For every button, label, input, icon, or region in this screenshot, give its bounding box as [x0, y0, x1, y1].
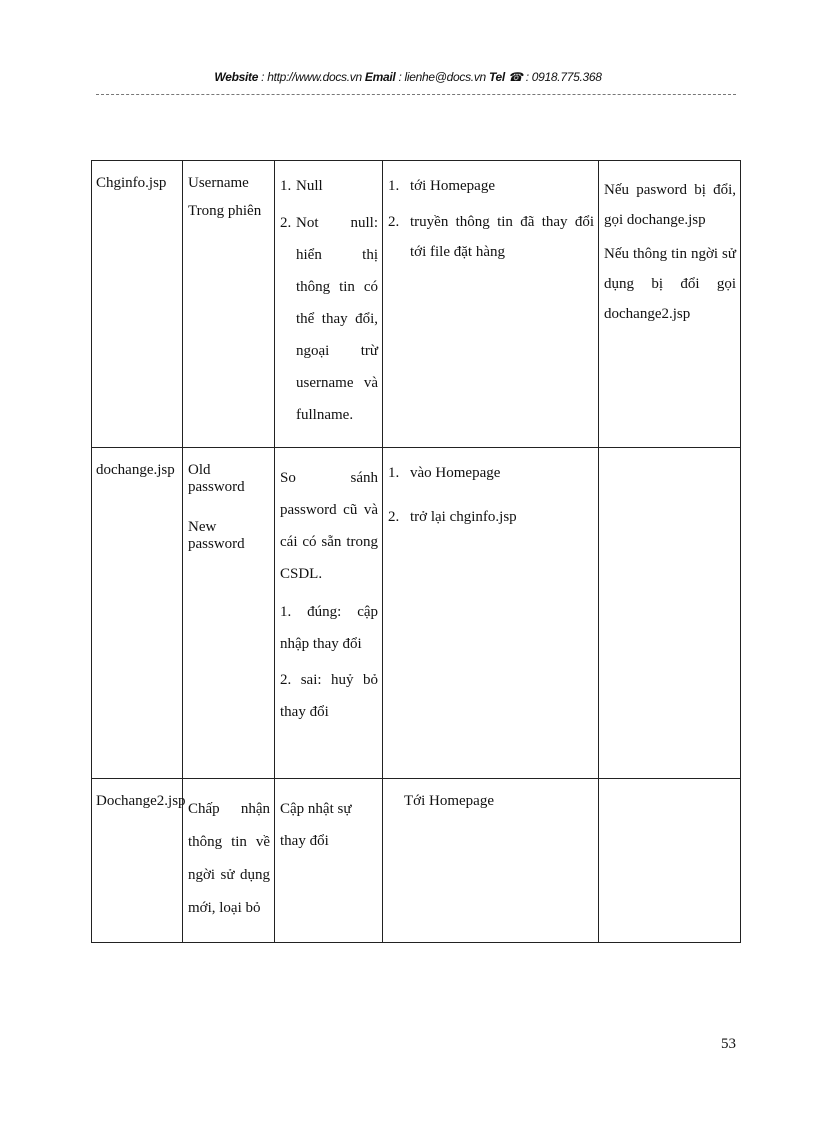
table-row — [92, 779, 741, 943]
input-cell — [183, 779, 275, 943]
spec-table — [91, 160, 741, 943]
process-cell — [275, 779, 383, 943]
phone-icon: ☎ — [508, 70, 523, 84]
process-text: Cập nhật sự thay đổi — [280, 801, 352, 849]
website-value: : http://www.docs.vn — [261, 70, 362, 84]
list-item: 1. vào Homepage — [388, 465, 501, 481]
list-item: 2. truyền thông tin đã thay đổi tới file đặt hàng — [388, 214, 594, 260]
process-intro: So sánh password cũ và cái có sẵn trong CSDL. — [280, 470, 378, 582]
output-list — [388, 462, 594, 528]
header-divider — [96, 94, 736, 95]
process-cell — [275, 448, 383, 779]
input-cell — [183, 448, 275, 779]
input-item: Trong phiên — [188, 202, 262, 219]
input-text: Chấp nhận thông tin về ngời sử dụng mới, loại bỏ — [188, 801, 270, 916]
note-cell — [599, 448, 741, 779]
list-item: 2. trở lại chginfo.jsp — [388, 509, 517, 525]
note-cell — [599, 161, 741, 448]
output-list — [388, 175, 594, 267]
note-text: Nếu pasword bị đổi, gọi dochange.jsp — [604, 182, 736, 228]
input-cell — [183, 161, 275, 448]
page-number: 53 — [721, 1036, 736, 1052]
list-item: 1. đúng: cập nhập thay đổi — [280, 604, 379, 652]
output-cell — [383, 161, 599, 448]
process-cell — [275, 161, 383, 448]
note-cell — [599, 779, 741, 943]
note-text: Nếu thông tin ngời sử dụng bị đổi gọi dochange2.jsp — [604, 246, 736, 322]
page-name: Chginfo.jsp — [96, 175, 167, 191]
output-cell — [383, 779, 599, 943]
table-row — [92, 448, 741, 779]
list-item: 1. tới Homepage — [388, 178, 495, 194]
list-item: 2. Not null: hiển thị thông tin có thể thay đổi, ngoại trừ username và fullname. — [280, 215, 378, 423]
input-item: New password — [188, 519, 245, 552]
page-cell — [92, 161, 183, 448]
page-cell — [92, 779, 186, 943]
input-item: Username — [188, 175, 249, 191]
process-list — [280, 175, 378, 431]
input-item: Old password — [188, 462, 245, 495]
website-label: Website — [214, 70, 259, 84]
list-item: 2. sai: huỷ bỏ thay đổi — [280, 672, 378, 720]
process-list — [280, 596, 378, 728]
page-name: Dochange2.jsp — [96, 793, 186, 809]
email-label: Email — [364, 70, 396, 84]
output-cell — [383, 448, 599, 779]
page-name: dochange.jsp — [96, 462, 175, 478]
output-text: Tới Homepage — [404, 793, 494, 809]
tel-label: Tel — [488, 70, 505, 84]
tel-value: : 0918.775.368 — [525, 70, 602, 84]
list-item: 1. Null — [280, 178, 323, 194]
page-header — [0, 70, 816, 84]
email-value: : lienhe@docs.vn — [398, 70, 486, 84]
table-row — [92, 161, 741, 448]
page-cell — [92, 448, 183, 779]
